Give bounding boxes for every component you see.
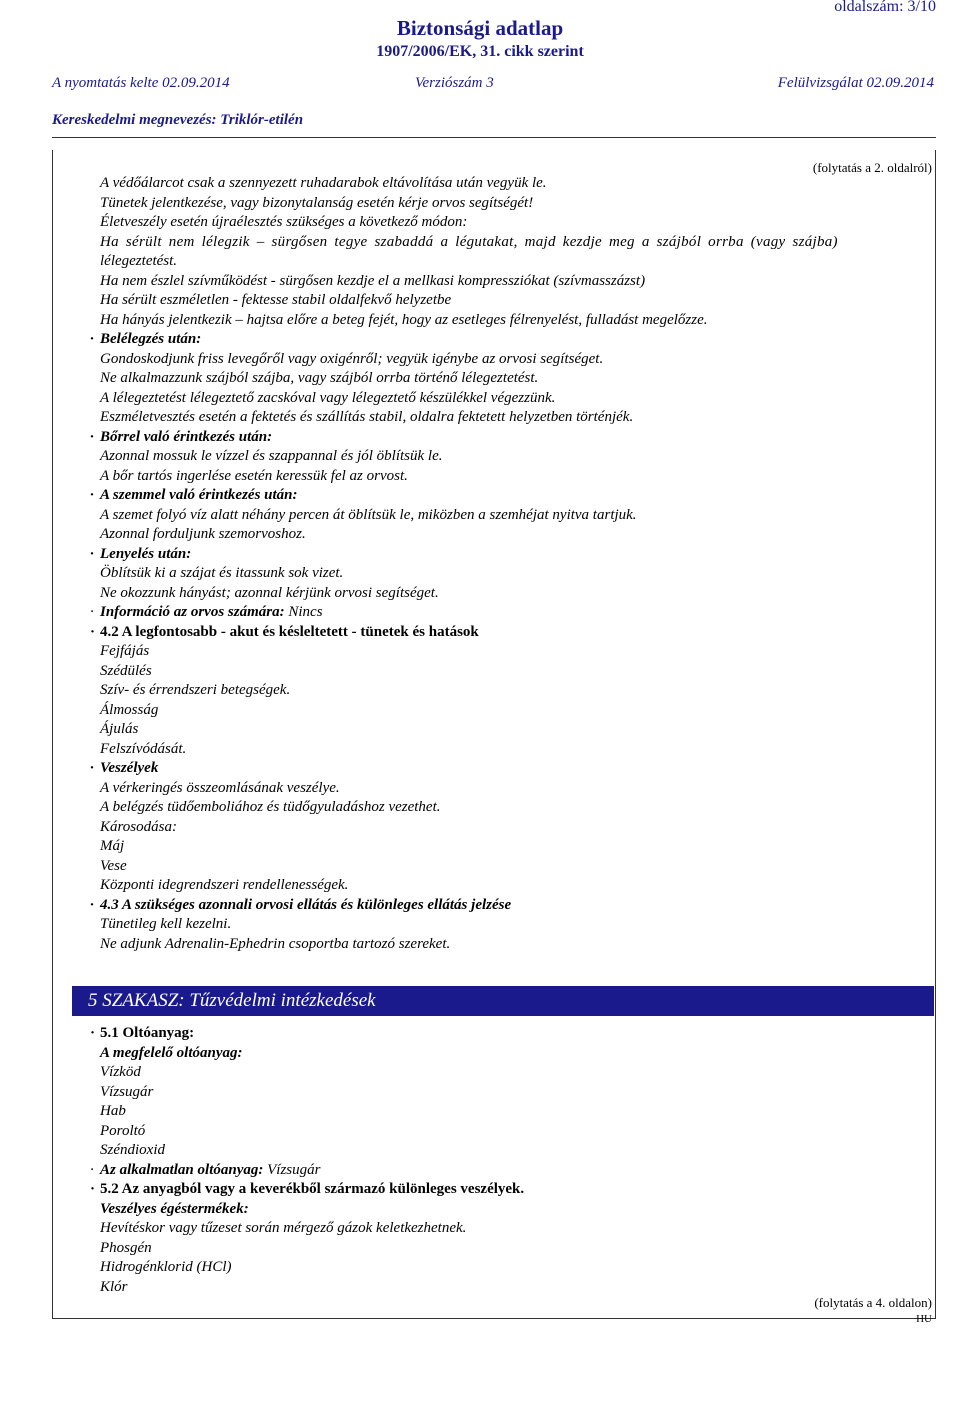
revision-date: Felülvizsgálat 02.09.2014 xyxy=(777,75,934,91)
text-line: Hab xyxy=(100,1103,126,1119)
text-line: Szív- és érrendszeri betegségek. xyxy=(100,682,291,698)
text-line: Ne alkalmazzunk szájból szájba, vagy szájból orrba történő lélegeztetést. xyxy=(100,370,539,386)
text-line: Poroltó xyxy=(100,1122,146,1139)
text-line: A vérkeringés összeomlásának veszélye. xyxy=(100,779,340,796)
unsuitable-media-value: Vízsugár xyxy=(267,1161,321,1178)
physician-info-line xyxy=(82,603,942,623)
page-number: oldalszám: 3/10 xyxy=(834,0,936,15)
text-line: Életveszély esetén újraélesztés szükséges a következő módon: xyxy=(100,214,468,230)
subheading-suitable-media: A megfelelő oltóanyag: xyxy=(100,1044,243,1061)
language-code: HU xyxy=(916,1313,932,1325)
header-divider xyxy=(52,137,936,138)
text-line: Klór xyxy=(100,1278,128,1295)
text-line: Széndioxid xyxy=(100,1142,165,1158)
text-line: Ne adjunk Adrenalin-Ephedrin csoportba tartozó szereket. xyxy=(100,935,451,952)
text-line: Vese xyxy=(100,857,127,874)
text-line: Központi idegrendszeri rendellenességek. xyxy=(100,877,349,893)
subheading-4-3: · 4.3 A szükséges azonnali orvosi ellátás és különleges ellátás jelzése xyxy=(82,896,942,916)
text-line: A bőr tartós ingerlése esetén keressük fel az orvost. xyxy=(100,467,408,484)
text-line: Hevítéskor vagy tűzeset során mérgező gázok keletkezhetnek. xyxy=(100,1220,467,1236)
physician-info-value: Nincs xyxy=(288,604,323,620)
text-line: Vízköd xyxy=(100,1064,141,1080)
subheading-inhalation: · Belélegzés után: xyxy=(82,330,942,350)
text-line: Máj xyxy=(100,838,125,854)
subheading-5-1: · 5.1 Oltóanyag: xyxy=(82,1024,942,1044)
text-line: A belégzés tüdőemboliához és tüdőgyuladáshoz vezethet. xyxy=(100,799,441,815)
text-line: Ájulás xyxy=(100,721,139,737)
text-line: Ha nem észlel szívműködést - sürgősen kezdje el a mellkasi kompressziókat (szívmasszázst) xyxy=(100,272,646,289)
subheading-combustion-products: Veszélyes égéstermékek: xyxy=(100,1200,249,1217)
subheading-eye-contact: · A szemmel való érintkezés után: xyxy=(82,486,942,506)
text-line: A lélegeztetést lélegeztető zacskóval vagy lélegeztető készülékkel végezzünk. xyxy=(100,389,556,406)
continued-from-note: (folytatás a 2. oldalról) xyxy=(812,160,932,175)
text-line: A szemet folyó víz alatt néhány percen át öblítsük le, miközben a szemhéjat nyitva tartjuk. xyxy=(100,506,637,523)
text-line: Eszméletvesztés esetén a fektetés és szállítás stabil, oldalra fektetett helyzetben történjék. xyxy=(100,409,634,425)
subheading-hazards: · Veszélyek xyxy=(82,759,942,779)
text-line: Phosgén xyxy=(100,1239,152,1256)
text-line: Gondoskodjunk friss levegőről vagy oxigénről; vegyük igénybe az orvosi segítséget. xyxy=(100,350,604,367)
text-line: Fejfájás xyxy=(100,643,150,659)
text-line: lélegeztetést. xyxy=(100,253,178,269)
physician-info-label: Információ az orvos számára: xyxy=(100,604,285,620)
section-4-content xyxy=(82,174,942,954)
unsuitable-media-label: Az alkalmatlan oltóanyag: xyxy=(100,1161,264,1178)
version-number: Verziószám 3 xyxy=(415,75,494,91)
subheading-4-2: · 4.2 A legfontosabb - akut és késleltetett - tünetek és hatások xyxy=(82,623,942,643)
subheading-skin-contact: · Bőrrel való érintkezés után: xyxy=(82,428,942,448)
text-line: Vízsugár xyxy=(100,1083,154,1100)
text-line: Ha sérült nem lélegzik – sürgősen tegye szabaddá a légutakat, majd kezdje meg a szájból orrba (vagy szájba) xyxy=(100,233,838,250)
document-title: Biztonsági adatlap xyxy=(396,16,564,40)
text-line: Tünetileg kell kezelni. xyxy=(100,916,232,932)
text-line: Álmosság xyxy=(100,701,159,718)
text-line: Tünetek jelentkezése, vagy bizonytalanság esetén kérje orvos segítségét! xyxy=(100,194,534,211)
text-line: Felszívódását. xyxy=(100,740,187,757)
text-line: Azonnal mossuk le vízzel és szappannal és jól öblítsük le. xyxy=(100,448,443,464)
section-5-title: 5 SZAKASZ: Tűzvédelmi intézkedések xyxy=(88,990,376,1011)
text-line: Károsodása: xyxy=(100,818,177,835)
text-line: Szédülés xyxy=(100,662,152,679)
text-line: Hidrogénklorid (HCl) xyxy=(100,1259,232,1275)
subheading-ingestion: · Lenyelés után: xyxy=(82,545,942,565)
text-line: Ha hányás jelentkezik – hajtsa előre a beteg fejét, hogy az esetleges félrenyelést, fulladást megelőzze. xyxy=(100,311,708,328)
continued-on-note: (folytatás a 4. oldalon) xyxy=(814,1295,932,1310)
print-date: A nyomtatás kelte 02.09.2014 xyxy=(52,75,230,91)
unsuitable-media-line xyxy=(82,1161,942,1181)
subheading-5-2: · 5.2 Az anyagból vagy a keverékből származó különleges veszélyek. xyxy=(82,1180,942,1200)
text-line: Ha sérült eszméletlen - fektesse stabil oldalfekvő helyzetbe xyxy=(100,292,452,308)
section-5-content xyxy=(82,1024,942,1297)
text-line: A védőálarcot csak a szennyezett ruhadarabok eltávolítása után vegyük le. xyxy=(100,175,547,191)
document-subtitle: 1907/2006/EK, 31. cikk szerint xyxy=(376,43,584,60)
text-line: Öblítsük ki a szájat és itassunk sok vizet. xyxy=(100,565,344,581)
text-line: Azonnal forduljunk szemorvoshoz. xyxy=(100,526,306,542)
text-line: Ne okozzunk hányást; azonnal kérjünk orvosi segítséget. xyxy=(100,584,439,601)
trade-name: Kereskedelmi megnevezés: Triklór-etilén xyxy=(52,112,304,128)
